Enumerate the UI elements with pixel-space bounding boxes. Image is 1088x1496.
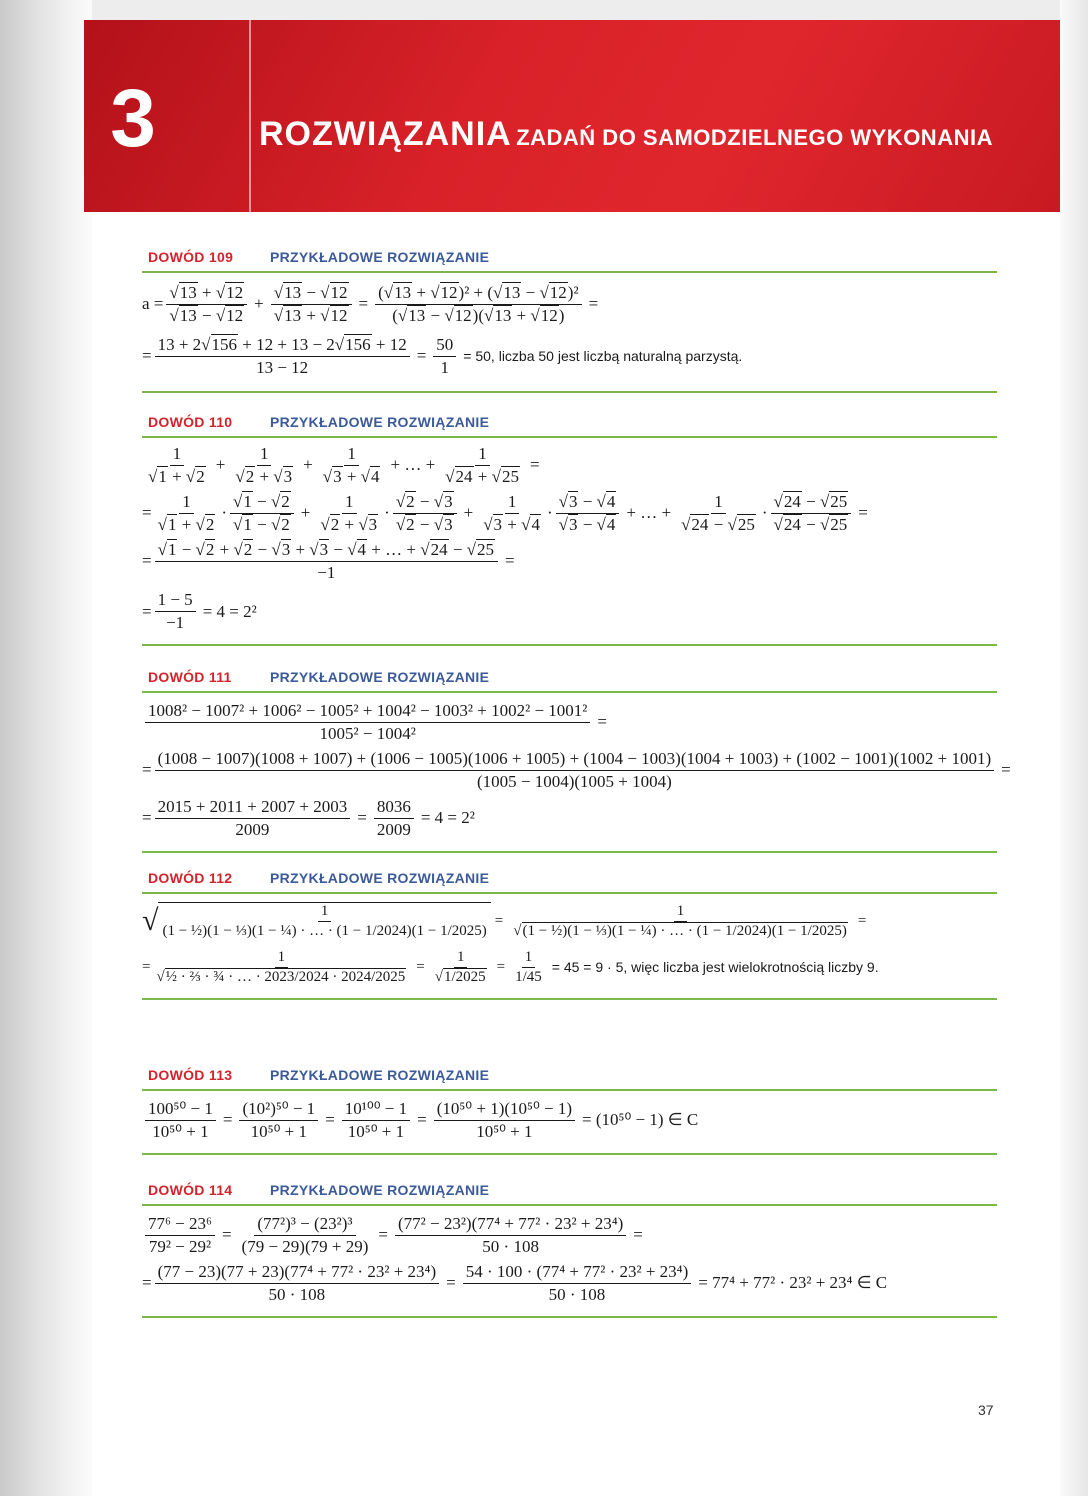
- proof-110: [142, 410, 997, 646]
- proof-label: DOWÓD 113: [148, 1067, 233, 1083]
- banner-divider: [249, 20, 251, 212]
- section-end-rule: [142, 1153, 997, 1155]
- equation: = $\frac{√1 - √2 + √2 - √3 + √3 - √4 + \dots + √24 - √25}{-1}$ =: [142, 540, 515, 582]
- section-rule: [142, 1204, 997, 1206]
- page-right-edge: [1060, 0, 1088, 1496]
- equation: = $\frac{2015 + 2011 + 2007 + 2003}{2009}$ = $\frac{8036}{2009}$ = 4 = 2²: [142, 797, 475, 839]
- equation: = $\frac{1}{\text{√½ · ⅔ · ¾ · … · 2023/2024 · 2024/2025}}$ = $\frac{1}{√1/2025}$ = $\frac{1}{1/45}$ = 45 = 9 · 5, więc liczba jest wielokrotnością liczby 9.: [142, 948, 879, 985]
- proof-113: [142, 1063, 997, 1155]
- chapter-banner: [84, 20, 1060, 212]
- section-rule: [142, 1089, 997, 1091]
- section-end-rule: [142, 851, 997, 853]
- proof-label: DOWÓD 114: [148, 1182, 233, 1198]
- proof-subtitle: PRZYKŁADOWE ROZWIĄZANIE: [270, 669, 490, 685]
- conclusion-text: = 50, liczba 50 jest liczbą naturalną parzystą.: [463, 348, 743, 365]
- proof-subtitle: PRZYKŁADOWE ROZWIĄZANIE: [270, 414, 490, 430]
- equation: $\frac{1}{√1 + √2}$ + $\frac{1}{√2 + √3}$ + $\frac{1}{√3 + √4}$ + … + $\frac{1}{√24 + √25}$ =: [148, 444, 540, 486]
- section-rule: [142, 436, 997, 438]
- chapter-title: [259, 115, 993, 154]
- chapter-title-rest: ZADAŃ DO SAMODZIELNEGO WYKONANIA: [516, 125, 993, 150]
- equation: = $\frac{1 - 5}{-1}$ = 4 = 2²: [142, 590, 257, 632]
- proof-label: DOWÓD 110: [148, 414, 233, 430]
- book-gutter-shadow: [0, 0, 92, 1496]
- equation: = $\frac{\text{(77 − 23)(77 + 23)(77⁴ + 77² · 23² + 23⁴)}}{50 \cdot 108}$ = $\frac{\text{54 · 100 · (77⁴ + 77² · 23² + 23⁴)}}{50 \cdot 108}$ = 77⁴ + 77² · 23² + 23⁴ ∈ C: [142, 1262, 888, 1304]
- proof-label: DOWÓD 112: [148, 870, 233, 886]
- section-end-rule: [142, 391, 997, 393]
- proof-114: [142, 1178, 997, 1318]
- equation: = $\frac{13 + 2√156 + 12 + 13 - 2√156 + 12}{13 - 12}$ = $\frac{50}{1}$ = 50, liczba 50 jest liczbą naturalną parzystą.: [142, 335, 743, 377]
- section-rule: [142, 691, 997, 693]
- section-end-rule: [142, 644, 997, 646]
- equation: $\frac{\text{100⁵⁰ − 1}}{\text{10⁵⁰ + 1}}$ = $\frac{\text{(10²)⁵⁰ − 1}}{\text{10⁵⁰ + 1}}$ = $\frac{\text{10¹⁰⁰ − 1}}{\text{10⁵⁰ + 1}}$ = $\frac{\text{(10⁵⁰ + 1)(10⁵⁰ − 1)}}{\text{10⁵⁰ + 1}}$ = (10⁵⁰ − 1) ∈ C: [142, 1099, 997, 1141]
- section-end-rule: [142, 1316, 997, 1318]
- conclusion-text: = 45 = 9 · 5, więc liczba jest wielokrotnością liczby 9.: [551, 959, 879, 976]
- proof-subtitle: PRZYKŁADOWE ROZWIĄZANIE: [270, 249, 490, 265]
- proof-subtitle: PRZYKŁADOWE ROZWIĄZANIE: [270, 870, 490, 886]
- proof-subtitle: PRZYKŁADOWE ROZWIĄZANIE: [270, 1182, 490, 1198]
- equation: 1008² − 1007² + 1006² − 1005² + 1004² − 1003² + 1002² − 1001² 1005² − 1004² =: [142, 701, 997, 743]
- page-number: 37: [978, 1402, 994, 1418]
- proof-109: [142, 245, 997, 393]
- proof-111: [142, 665, 1011, 853]
- equation: √ $\frac{1}{\text{(1 − ½)(1 − ⅓)(1 − ¼) · … · (1 − 1/2024)(1 − 1/2025)}}$ = $\frac{1}{\text{√(1 − ½)(1 − ⅓)(1 − ¼) · … · (1 − 1/2024)(1 − 1/2025)}}$ =: [142, 902, 867, 940]
- proof-label: DOWÓD 109: [148, 249, 234, 265]
- equation: = (1008 − 1007)(1008 + 1007) + (1006 − 1005)(1006 + 1005) + (1004 − 1003)(1004 + 1003) + (1002 − 1001)(1002 + 1001) (1005 − 1004)(1005 + 1004) =: [142, 749, 1011, 791]
- section-rule: [142, 892, 997, 894]
- proof-label: DOWÓD 111: [148, 669, 232, 685]
- section-end-rule: [142, 998, 997, 1000]
- equation: $\frac{\text{77⁶ − 23⁶}}{\text{79² − 29²}}$ = $\frac{\text{(77²)³ − (23²)³}}{(79 - 29)(79 + 29)}$ = $\frac{\text{(77² − 23²)(77⁴ + 77² · 23² + 23⁴)}}{50 \cdot 108}$ =: [142, 1214, 997, 1256]
- equation: a = $\frac{√13 + √12}{√13 - √12}$ + $\frac{√13 - √12}{√13 + √12}$ = $\frac{\text{(√13 + √12)² + (√13 − √12)²}}{(√13 - √12)(√13 + √12)}$ =: [142, 283, 599, 325]
- banner-texture-2: [981, 30, 1000, 110]
- equation: = $\frac{1}{√1 + √2}$ · $\frac{√1 - √2}{√1 - √2}$ + $\frac{1}{√2 + √3}$ · $\frac{√2 - √3}{√2 - √3}$ + $\frac{1}{√3 + √4}$ · $\frac{√3 - √4}{√3 - √4}$ + … + $\frac{1}{√24 - √25}$ · $\frac{√24 - √25}{√24 - √25}$ =: [142, 492, 868, 534]
- proof-112: [142, 866, 997, 1000]
- section-rule: [142, 271, 997, 273]
- chapter-title-main: ROZWIĄZANIA: [259, 115, 512, 153]
- chapter-number: 3: [110, 73, 156, 164]
- page-top-strip: [0, 0, 1088, 20]
- proof-subtitle: PRZYKŁADOWE ROZWIĄZANIE: [270, 1067, 490, 1083]
